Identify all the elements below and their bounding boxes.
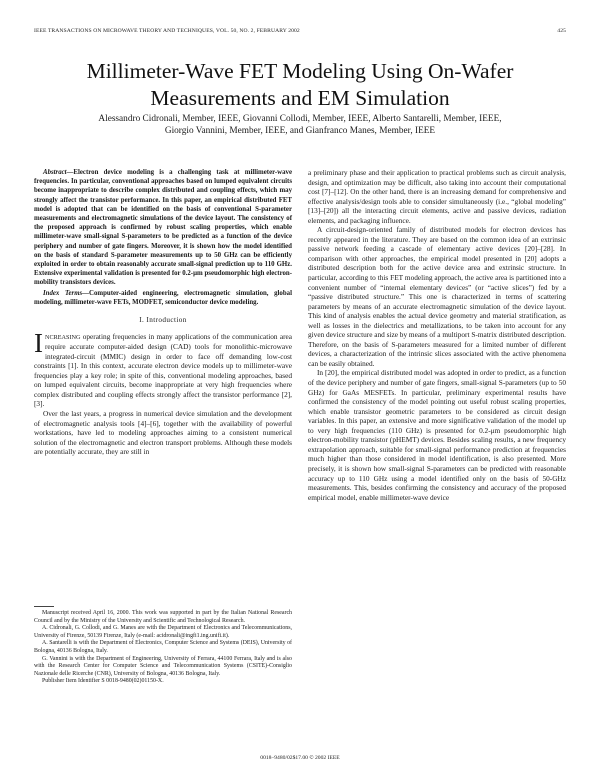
drop-cap: I xyxy=(34,327,43,358)
footnote-affiliation-1: A. Cidronali, G. Collodi, and G. Manes are with the Department of Electronics and Telecommunications, University of Firenze, 50139 Firenze, Italy (e-mail: acidronali@ingfi1.ing.unifi.it). xyxy=(34,625,292,639)
intro-paragraph-1 xyxy=(34,327,292,409)
intro-p1-text: operating frequencies in many applications of the communication area require accurate computer-aided design (CAD) tools for monolithic-microwave integrated-circuit (MMIC) design in order to face off demanding low-cost constraints [1]. In this context, accurate electron device models up to millimeter-wave frequencies play a key role; in spite of this, conventional modeling approaches, based on lumped equivalent circuits, become inappropriate at very high frequencies where complex distributed and coupling effects strongly affect the transistor performance [2], [3]. xyxy=(34,331,292,409)
footnote-rule xyxy=(34,606,54,607)
authors-line-2: Giorgio Vannini, Member, IEEE, and Gianfranco Manes, Member, IEEE xyxy=(164,126,436,136)
title-line-2: Measurements and EM Simulation xyxy=(150,86,450,110)
paper-title xyxy=(30,58,570,112)
copyright-footer: 0018–9480/02$17.00 © 2002 IEEE xyxy=(260,755,340,761)
footnote-identifier: Publisher Item Identifier S 0018-9480(02)01150-X. xyxy=(42,678,164,685)
left-column xyxy=(34,168,292,457)
footnote-affiliation-3: G. Vannini is with the Department of Engineering, University of Ferrara, 44100 Ferrara, Italy and is also with the Research Center for Computer Science and Telecommunication Systems (CSITE)-Consiglio Nazionale delle Ricerche (CNR), University of Bologna, 40136 Bologna, Italy. xyxy=(34,655,292,677)
right-paragraph-2: A circuit-design-oriented family of distributed models for electron devices has recently appeared in the literature. They are based on the common idea of an extrinsic passive network feeding a cascade of elementary active devices [20]–[28]. In comparison with other approaches, the empirical model presented in [20] adopts a distributed description both for the active device area and extrinsic structure. In particular, according to this FET modeling approach, the active area is partitioned into a convenient number of “internal elementary devices” (or “active slices”) fed by a “passive distributed structure.” This one is characterized in terms of scattering parameters by means of an accurate electromagnetic simulation of the device layout. This kind of analysis enables the actual device geometry and material stratification, as well as losses in the dielectrics and metallizations, to be taken into account for any given device structure and size by means of a multiport S-matrix distributed description. Therefore, on the basis of S-parameters measured for a limited number of different devices, a characterization of the intrinsic slices associated with the active phenomena can be easily obtained. xyxy=(308,225,566,368)
section-heading xyxy=(34,316,292,326)
index-terms-lead: Index Terms— xyxy=(43,289,90,297)
title-line-1: Millimeter-Wave FET Modeling Using On-Wafer xyxy=(86,59,514,83)
footnote-received: Manuscript received April 16, 2000. This work was supported in part by the Italian National Research Council and by the Ministry of the University and Scientific and Technological Research. xyxy=(34,610,292,624)
abstract xyxy=(34,168,292,288)
right-paragraph-1: a preliminary phase and their application to practical problems such as circuit analysis, design, and optimization may be difficult, also taking into account their computational cost [7]–[12]. On the other hand, there is an increasing demand for comprehensive and effective analysis/design tools able to consider simultaneously (i.e., “global modeling” [13]–[20]) all the interacting circuit elements, active and passive devices, radiation elements, and packaging influence. xyxy=(308,168,566,225)
abstract-lead: Abstract— xyxy=(43,169,74,176)
author-list xyxy=(40,113,560,137)
abstract-text: Electron device modeling is a challenging task at millimeter-wave frequencies. In particular, conventional approaches based on lumped equivalent circuits become inappropriate to describe complex distributed and coupling effects, which may strongly affect the transistor performance. In this paper, an empirical distributed FET model is adopted that can be identified on the basis of conventional S-parameter measurements and electromagnetic simulations of the device layout. The consistency of the proposed approach is confirmed by robust scaling properties, which enable millimeter-wave small-signal S-parameters to be predicted as a function of the device periphery and number of gate fingers. Moreover, it is shown how the model identified on the basis of standard S-parameter measurements up to 50 GHz can be efficiently exploited in order to obtain reasonably accurate small-signal prediction up to 110 GHz. Extensive experimental validation is presented for 0.2-μm pseudomorphic high electron-mobility transistors devices. xyxy=(34,169,292,287)
index-terms-text: Computer-aided engineering, electromagnetic simulation, global modeling, millimeter-wave FETs, MODFET, semiconductor device modeling. xyxy=(34,289,292,306)
section-number: I. xyxy=(139,316,145,325)
right-paragraph-3: In [20], the empirical distributed model was adopted in order to predict, as a function of the device periphery and number of gate fingers, small-signal S-parameters (up to 50 GHz) for GaAs MESFETs. In particular, preliminary experimental results have confirmed the consistency of the model pointing out useful robust scaling properties, which enable transistor geometric parameters to be considered as circuit design variables. In this paper, an extensive and more significative validation of the model up to very high frequencies (110 GHz) is presented for 0.2-μm pseudomorphic high electron-mobility transistor (pHEMT) devices. Besides scaling results, a new frequency extrapolation approach, suitable for small-signal performance prediction at frequencies much higher than those considered in model identification, is also presented. More precisely, it is shown how small-signal S-parameters can be predicted with reasonable accuracy up to 110 GHz using a model identified only on the basis of 50-GHz measurements. This, besides confirming the consistency and accuracy of the proposed empirical model, enable millimeter-wave device xyxy=(308,368,566,502)
intro-first-word: NCREASING xyxy=(45,333,81,341)
right-column xyxy=(308,168,566,502)
footnotes xyxy=(34,606,292,686)
index-terms xyxy=(34,289,292,307)
page-number: 425 xyxy=(557,28,566,34)
footnote-affiliation-2: A. Santarelli is with the Department of Electronics, Computer Science and Systems (DEIS), University of Bologna, 40136 Bologna, Italy. xyxy=(34,640,292,654)
running-header xyxy=(34,28,566,34)
journal-header: IEEE TRANSACTIONS ON MICROWAVE THEORY AND TECHNIQUES, VOL. 50, NO. 2, FEBRUARY 2002 xyxy=(34,28,300,34)
intro-paragraph-2: Over the last years, a progress in numerical device simulation and the development of electromagnetic analysis tools [4]–[6], together with the availability of powerful workstations, have led to modeling approaches aiming to a consistent numerical solution of the electromagnetic and electron transport problems. Although these models are potentially accurate, they are still in xyxy=(34,408,292,457)
section-title: Introduction xyxy=(146,316,187,325)
authors-line-1: Alessandro Cidronali, Member, IEEE, Giovanni Collodi, Member, IEEE, Alberto Santarelli, Member, IEEE, xyxy=(98,114,502,124)
